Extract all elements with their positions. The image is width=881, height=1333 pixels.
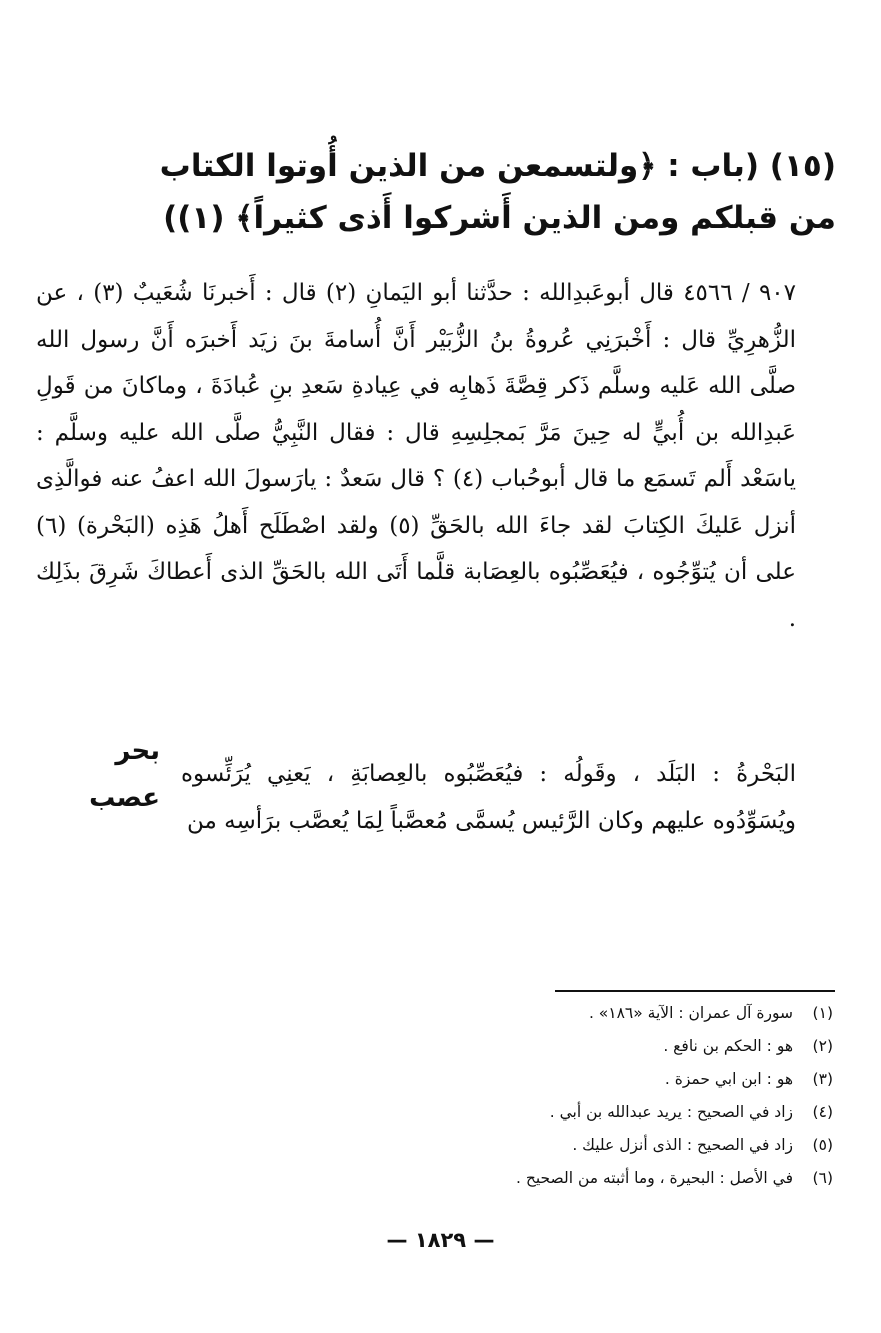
hadith-paragraph: ٩٠٧ / ٤٥٦٦ قال أبوعَبدِالله : حدَّثنا أبو اليَمانِ (٢) قال : أَخبرنَا شُعَيبٌ (٣) ، عن الزُّهرِيِّ قال : أَخْبرَنِي عُروةُ بنُ الزُّبَيْر أَنَّ أُسامةَ بنَ زيَد أَخبرَه أَنَّ رسول الله صلَّى الله عَليه وسلَّم ذَكر قِصَّةَ ذَهابِه في عِيادةِ سَعدِ بنِ عُبادَةَ ، وماكانَ من قَولِ عَبدِالله بن أُبيٍّ له حِينَ مَرَّ بَمجلِسِهِ قال : فقال النَّبِيُّ صلَّى الله عليه وسلَّم : ياسَعْد أَلم تَسمَع ما قال أبوحُباب (٤) ؟ قال سَعدٌ : يارَسولَ الله اعفُ عنه فوالَّذِى أنزل عَليكَ الكِتابَ لقد جاءَ الله بالحَقِّ (٥) ولقد اصْطَلَح أَهلُ هَذِه (البَحْرة) (٦) على أن يُتوِّجُوه ، فيُعَصِّبُوه بالعِصَابة قلَّما أَتَى الله بالحَقِّ الذى أَعطاكَ شَرِقَ بذَلِك . [36,280,797,632]
gloss-text-block [181,728,836,867]
footnote-number: (٦) [812,1169,833,1187]
footnote-text: سورة آل عمران : الآية «١٨٦» . [588,1004,793,1022]
footnote-item [333,1030,833,1063]
footnote-text: هو : الحكم بن نافع . [663,1037,793,1055]
footnotes-list [333,997,833,1195]
hadith-text-block [36,270,836,642]
footnote-number: (٤) [812,1103,833,1121]
footnote-number: (٥) [812,1136,833,1154]
margin-root-word-2: عصب [89,782,160,813]
footnote-item [333,1129,833,1162]
chapter-heading [116,140,836,244]
footnote-item [333,1063,833,1096]
footnote-item [333,1096,833,1129]
footnote-number: (٣) [812,1070,833,1088]
footnote-separator-rule [555,990,835,992]
footnote-text: زاد في الصحيح : الذى أنزل عليك . [572,1136,793,1154]
footnote-text: في الأصل : البحيرة ، وما أثبته من الصحيح . [516,1169,793,1187]
margin-root-word-1: بحر [115,736,160,766]
footnote-item [333,1162,833,1195]
gloss-paragraph: البَحْرةُ : البَلَد ، وقَولُه : فيُعَصِّبُوه بالعِصابَةِ ، يَعنِي يُرَئِّسوه ويُسَوِّدُوه عليهم وكان الرَّئيس يُسمَّى مُعصَّباً لِمَا يُعصَّب برَأسِه من [181,761,796,834]
footnote-number: (١) [812,1004,833,1022]
footnote-number: (٢) [812,1037,833,1055]
chapter-heading-line-2: من قبلكم ومن الذين أَشركوا أَذى كثيراً﴾ (١)) [163,200,836,236]
footnote-text: زاد في الصحيح : يريد عبدالله بن أبي . [549,1103,793,1121]
footnote-item [333,997,833,1030]
footnote-text: هو : ابن ابي حمزة . [664,1070,793,1088]
page-number: — ١٨٢٩ — [386,1228,495,1252]
margin-root-words [60,728,160,821]
chapter-heading-line-1: (١٥) (باب : ﴿ولتسمعن من الذين أُوتوا الكتاب [159,148,836,184]
